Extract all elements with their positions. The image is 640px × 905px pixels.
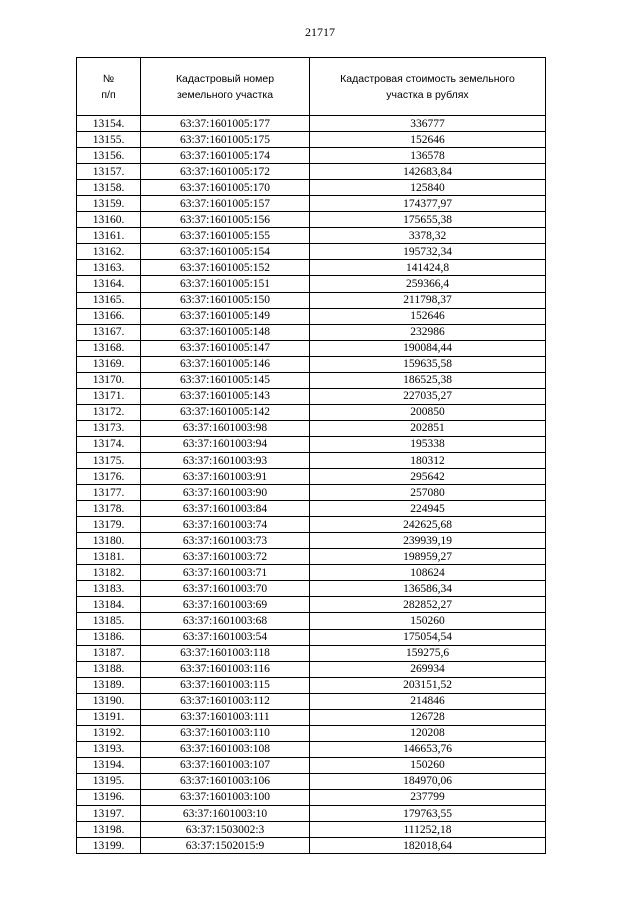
cadastral-value-cell: 120208 <box>310 725 546 741</box>
table-row <box>77 452 546 468</box>
row-number-cell: 13175. <box>77 452 141 468</box>
cadastral-value-cell: 227035,27 <box>310 388 546 404</box>
cadastral-value-cell: 126728 <box>310 709 546 725</box>
cadastral-value-cell: 203151,52 <box>310 677 546 693</box>
cadastral-value-cell: 190084,44 <box>310 340 546 356</box>
cadastral-value-cell: 3378,32 <box>310 228 546 244</box>
row-number-cell: 13173. <box>77 420 141 436</box>
cadastral-number-cell: 63:37:1601005:156 <box>141 212 310 228</box>
row-number-cell: 13195. <box>77 773 141 789</box>
cadastral-value-cell: 242625,68 <box>310 517 546 533</box>
table-body <box>77 116 546 854</box>
table-row <box>77 757 546 773</box>
row-number-cell: 13180. <box>77 533 141 549</box>
row-number-cell: 13181. <box>77 549 141 565</box>
cadastral-value-cell: 182018,64 <box>310 838 546 854</box>
table-row <box>77 436 546 452</box>
table-row <box>77 581 546 597</box>
row-number-cell: 13194. <box>77 757 141 773</box>
table-row <box>77 709 546 725</box>
table-row <box>77 372 546 388</box>
cadastral-value-cell: 237799 <box>310 789 546 805</box>
table-header <box>77 58 546 116</box>
cadastral-value-cell: 159275,6 <box>310 645 546 661</box>
cadastral-value-cell: 136586,34 <box>310 581 546 597</box>
row-number-cell: 13162. <box>77 244 141 260</box>
cadastral-number-cell: 63:37:1601003:112 <box>141 693 310 709</box>
cadastral-value-cell: 159635,58 <box>310 356 546 372</box>
row-number-cell: 13157. <box>77 164 141 180</box>
cadastral-number-cell: 63:37:1601003:70 <box>141 581 310 597</box>
cadastral-value-table <box>76 57 546 854</box>
cadastral-number-cell: 63:37:1601003:94 <box>141 436 310 452</box>
row-number-cell: 13168. <box>77 340 141 356</box>
page-number: 21717 <box>305 25 335 39</box>
cadastral-number-cell: 63:37:1601003:54 <box>141 629 310 645</box>
cadastral-value-cell: 141424,8 <box>310 260 546 276</box>
table-row <box>77 388 546 404</box>
cadastral-value-cell: 142683,84 <box>310 164 546 180</box>
header-cadastral-number-line-1: Кадастровый номер <box>175 72 275 85</box>
table-row <box>77 116 546 132</box>
row-number-cell: 13192. <box>77 725 141 741</box>
row-number-cell: 13165. <box>77 292 141 308</box>
cadastral-number-cell: 63:37:1601003:90 <box>141 485 310 501</box>
table-row <box>77 645 546 661</box>
cadastral-value-cell: 136578 <box>310 148 546 164</box>
header-row-number-line-2: п/п <box>101 88 116 101</box>
cadastral-value-cell: 150260 <box>310 613 546 629</box>
table-row <box>77 822 546 838</box>
cadastral-value-cell: 202851 <box>310 420 546 436</box>
row-number-cell: 13179. <box>77 517 141 533</box>
row-number-cell: 13163. <box>77 260 141 276</box>
table-row <box>77 741 546 757</box>
cadastral-number-cell: 63:37:1502015:9 <box>141 838 310 854</box>
row-number-cell: 13182. <box>77 565 141 581</box>
cadastral-number-cell: 63:37:1601003:91 <box>141 469 310 485</box>
cadastral-number-cell: 63:37:1601005:177 <box>141 116 310 132</box>
table-row <box>77 244 546 260</box>
table-row <box>77 260 546 276</box>
cadastral-number-cell: 63:37:1601003:100 <box>141 789 310 805</box>
header-row-number <box>77 58 141 116</box>
cadastral-value-cell: 125840 <box>310 180 546 196</box>
cadastral-number-cell: 63:37:1601003:115 <box>141 677 310 693</box>
cadastral-value-cell: 150260 <box>310 757 546 773</box>
row-number-cell: 13176. <box>77 469 141 485</box>
cadastral-value-cell: 336777 <box>310 116 546 132</box>
cadastral-number-cell: 63:37:1601003:68 <box>141 613 310 629</box>
cadastral-number-cell: 63:37:1601005:154 <box>141 244 310 260</box>
cadastral-value-cell: 175655,38 <box>310 212 546 228</box>
table-row <box>77 806 546 822</box>
cadastral-number-cell: 63:37:1601003:93 <box>141 452 310 468</box>
table-row <box>77 838 546 854</box>
table-row <box>77 565 546 581</box>
row-number-cell: 13167. <box>77 324 141 340</box>
table-row <box>77 420 546 436</box>
table-row <box>77 324 546 340</box>
table-row <box>77 533 546 549</box>
cadastral-number-cell: 63:37:1601005:155 <box>141 228 310 244</box>
cadastral-number-cell: 63:37:1601003:106 <box>141 773 310 789</box>
row-number-cell: 13160. <box>77 212 141 228</box>
cadastral-value-cell: 195338 <box>310 436 546 452</box>
header-cadastral-number <box>141 58 310 116</box>
row-number-cell: 13187. <box>77 645 141 661</box>
cadastral-value-cell: 257080 <box>310 485 546 501</box>
cadastral-number-cell: 63:37:1601005:148 <box>141 324 310 340</box>
cadastral-number-cell: 63:37:1601005:157 <box>141 196 310 212</box>
row-number-cell: 13166. <box>77 308 141 324</box>
table-row <box>77 292 546 308</box>
table-row <box>77 517 546 533</box>
table-row <box>77 629 546 645</box>
cadastral-value-cell: 174377,97 <box>310 196 546 212</box>
table-row <box>77 148 546 164</box>
cadastral-number-cell: 63:37:1601003:69 <box>141 597 310 613</box>
row-number-cell: 13156. <box>77 148 141 164</box>
row-number-cell: 13188. <box>77 661 141 677</box>
table-row <box>77 196 546 212</box>
cadastral-value-cell: 111252,18 <box>310 822 546 838</box>
cadastral-value-cell: 295642 <box>310 469 546 485</box>
table-row <box>77 549 546 565</box>
cadastral-number-cell: 63:37:1601005:142 <box>141 404 310 420</box>
cadastral-number-cell: 63:37:1503002:3 <box>141 822 310 838</box>
cadastral-number-cell: 63:37:1601003:74 <box>141 517 310 533</box>
cadastral-value-cell: 214846 <box>310 693 546 709</box>
table-row <box>77 164 546 180</box>
cadastral-number-cell: 63:37:1601003:72 <box>141 549 310 565</box>
row-number-cell: 13183. <box>77 581 141 597</box>
header-cadastral-value <box>310 58 546 116</box>
cadastral-value-cell: 152646 <box>310 308 546 324</box>
cadastral-number-cell: 63:37:1601005:174 <box>141 148 310 164</box>
header-row <box>77 58 546 116</box>
cadastral-number-cell: 63:37:1601003:73 <box>141 533 310 549</box>
cadastral-number-cell: 63:37:1601003:98 <box>141 420 310 436</box>
row-number-cell: 13198. <box>77 822 141 838</box>
row-number-cell: 13197. <box>77 806 141 822</box>
cadastral-number-cell: 63:37:1601003:108 <box>141 741 310 757</box>
table-row <box>77 485 546 501</box>
cadastral-value-cell: 152646 <box>310 132 546 148</box>
cadastral-number-cell: 63:37:1601003:10 <box>141 806 310 822</box>
cadastral-number-cell: 63:37:1601005:149 <box>141 308 310 324</box>
cadastral-value-cell: 186525,38 <box>310 372 546 388</box>
table-row <box>77 693 546 709</box>
row-number-cell: 13190. <box>77 693 141 709</box>
cadastral-value-cell: 211798,37 <box>310 292 546 308</box>
table-row <box>77 725 546 741</box>
table-row <box>77 469 546 485</box>
row-number-cell: 13172. <box>77 404 141 420</box>
cadastral-number-cell: 63:37:1601003:110 <box>141 725 310 741</box>
cadastral-number-cell: 63:37:1601003:111 <box>141 709 310 725</box>
table-row <box>77 597 546 613</box>
row-number-cell: 13158. <box>77 180 141 196</box>
row-number-cell: 13164. <box>77 276 141 292</box>
row-number-cell: 13186. <box>77 629 141 645</box>
cadastral-number-cell: 63:37:1601003:118 <box>141 645 310 661</box>
table-row <box>77 613 546 629</box>
cadastral-number-cell: 63:37:1601005:151 <box>141 276 310 292</box>
table-row <box>77 789 546 805</box>
cadastral-value-cell: 195732,34 <box>310 244 546 260</box>
row-number-cell: 13170. <box>77 372 141 388</box>
row-number-cell: 13169. <box>77 356 141 372</box>
cadastral-value-cell: 179763,55 <box>310 806 546 822</box>
cadastral-value-cell: 269934 <box>310 661 546 677</box>
table-row <box>77 340 546 356</box>
row-number-cell: 13161. <box>77 228 141 244</box>
cadastral-value-cell: 224945 <box>310 501 546 517</box>
row-number-cell: 13155. <box>77 132 141 148</box>
cadastral-number-cell: 63:37:1601005:175 <box>141 132 310 148</box>
cadastral-number-cell: 63:37:1601005:150 <box>141 292 310 308</box>
row-number-cell: 13193. <box>77 741 141 757</box>
table-row <box>77 677 546 693</box>
cadastral-number-cell: 63:37:1601003:84 <box>141 501 310 517</box>
cadastral-number-cell: 63:37:1601005:170 <box>141 180 310 196</box>
cadastral-value-cell: 108624 <box>310 565 546 581</box>
table-row <box>77 308 546 324</box>
table-row <box>77 501 546 517</box>
row-number-cell: 13196. <box>77 789 141 805</box>
row-number-cell: 13199. <box>77 838 141 854</box>
table-row <box>77 404 546 420</box>
table-row <box>77 180 546 196</box>
header-cadastral-value-line-1: Кадастровая стоимость земельного <box>340 72 515 85</box>
row-number-cell: 13174. <box>77 436 141 452</box>
row-number-cell: 13185. <box>77 613 141 629</box>
row-number-cell: 13177. <box>77 485 141 501</box>
row-number-cell: 13154. <box>77 116 141 132</box>
cadastral-number-cell: 63:37:1601003:116 <box>141 661 310 677</box>
cadastral-value-cell: 200850 <box>310 404 546 420</box>
table-row <box>77 132 546 148</box>
row-number-cell: 13171. <box>77 388 141 404</box>
header-row-number-line-1: № <box>102 72 115 85</box>
table-row <box>77 356 546 372</box>
row-number-cell: 13184. <box>77 597 141 613</box>
cadastral-value-cell: 232986 <box>310 324 546 340</box>
cadastral-value-cell: 184970,06 <box>310 773 546 789</box>
table-row <box>77 212 546 228</box>
cadastral-number-cell: 63:37:1601003:71 <box>141 565 310 581</box>
cadastral-number-cell: 63:37:1601005:172 <box>141 164 310 180</box>
table-row <box>77 276 546 292</box>
row-number-cell: 13191. <box>77 709 141 725</box>
row-number-cell: 13189. <box>77 677 141 693</box>
cadastral-number-cell: 63:37:1601005:143 <box>141 388 310 404</box>
row-number-cell: 13178. <box>77 501 141 517</box>
cadastral-number-cell: 63:37:1601005:146 <box>141 356 310 372</box>
cadastral-value-cell: 175054,54 <box>310 629 546 645</box>
table-row <box>77 661 546 677</box>
table-row <box>77 773 546 789</box>
cadastral-number-cell: 63:37:1601005:145 <box>141 372 310 388</box>
row-number-cell: 13159. <box>77 196 141 212</box>
cadastral-value-cell: 198959,27 <box>310 549 546 565</box>
header-cadastral-value-line-2: участка в рублях <box>386 88 469 101</box>
cadastral-number-cell: 63:37:1601003:107 <box>141 757 310 773</box>
cadastral-number-cell: 63:37:1601005:147 <box>141 340 310 356</box>
cadastral-value-cell: 146653,76 <box>310 741 546 757</box>
table-row <box>77 228 546 244</box>
cadastral-value-cell: 180312 <box>310 452 546 468</box>
cadastral-value-cell: 282852,27 <box>310 597 546 613</box>
header-cadastral-number-line-2: земельного участка <box>176 88 274 101</box>
cadastral-value-cell: 259366,4 <box>310 276 546 292</box>
cadastral-number-cell: 63:37:1601005:152 <box>141 260 310 276</box>
cadastral-value-cell: 239939,19 <box>310 533 546 549</box>
